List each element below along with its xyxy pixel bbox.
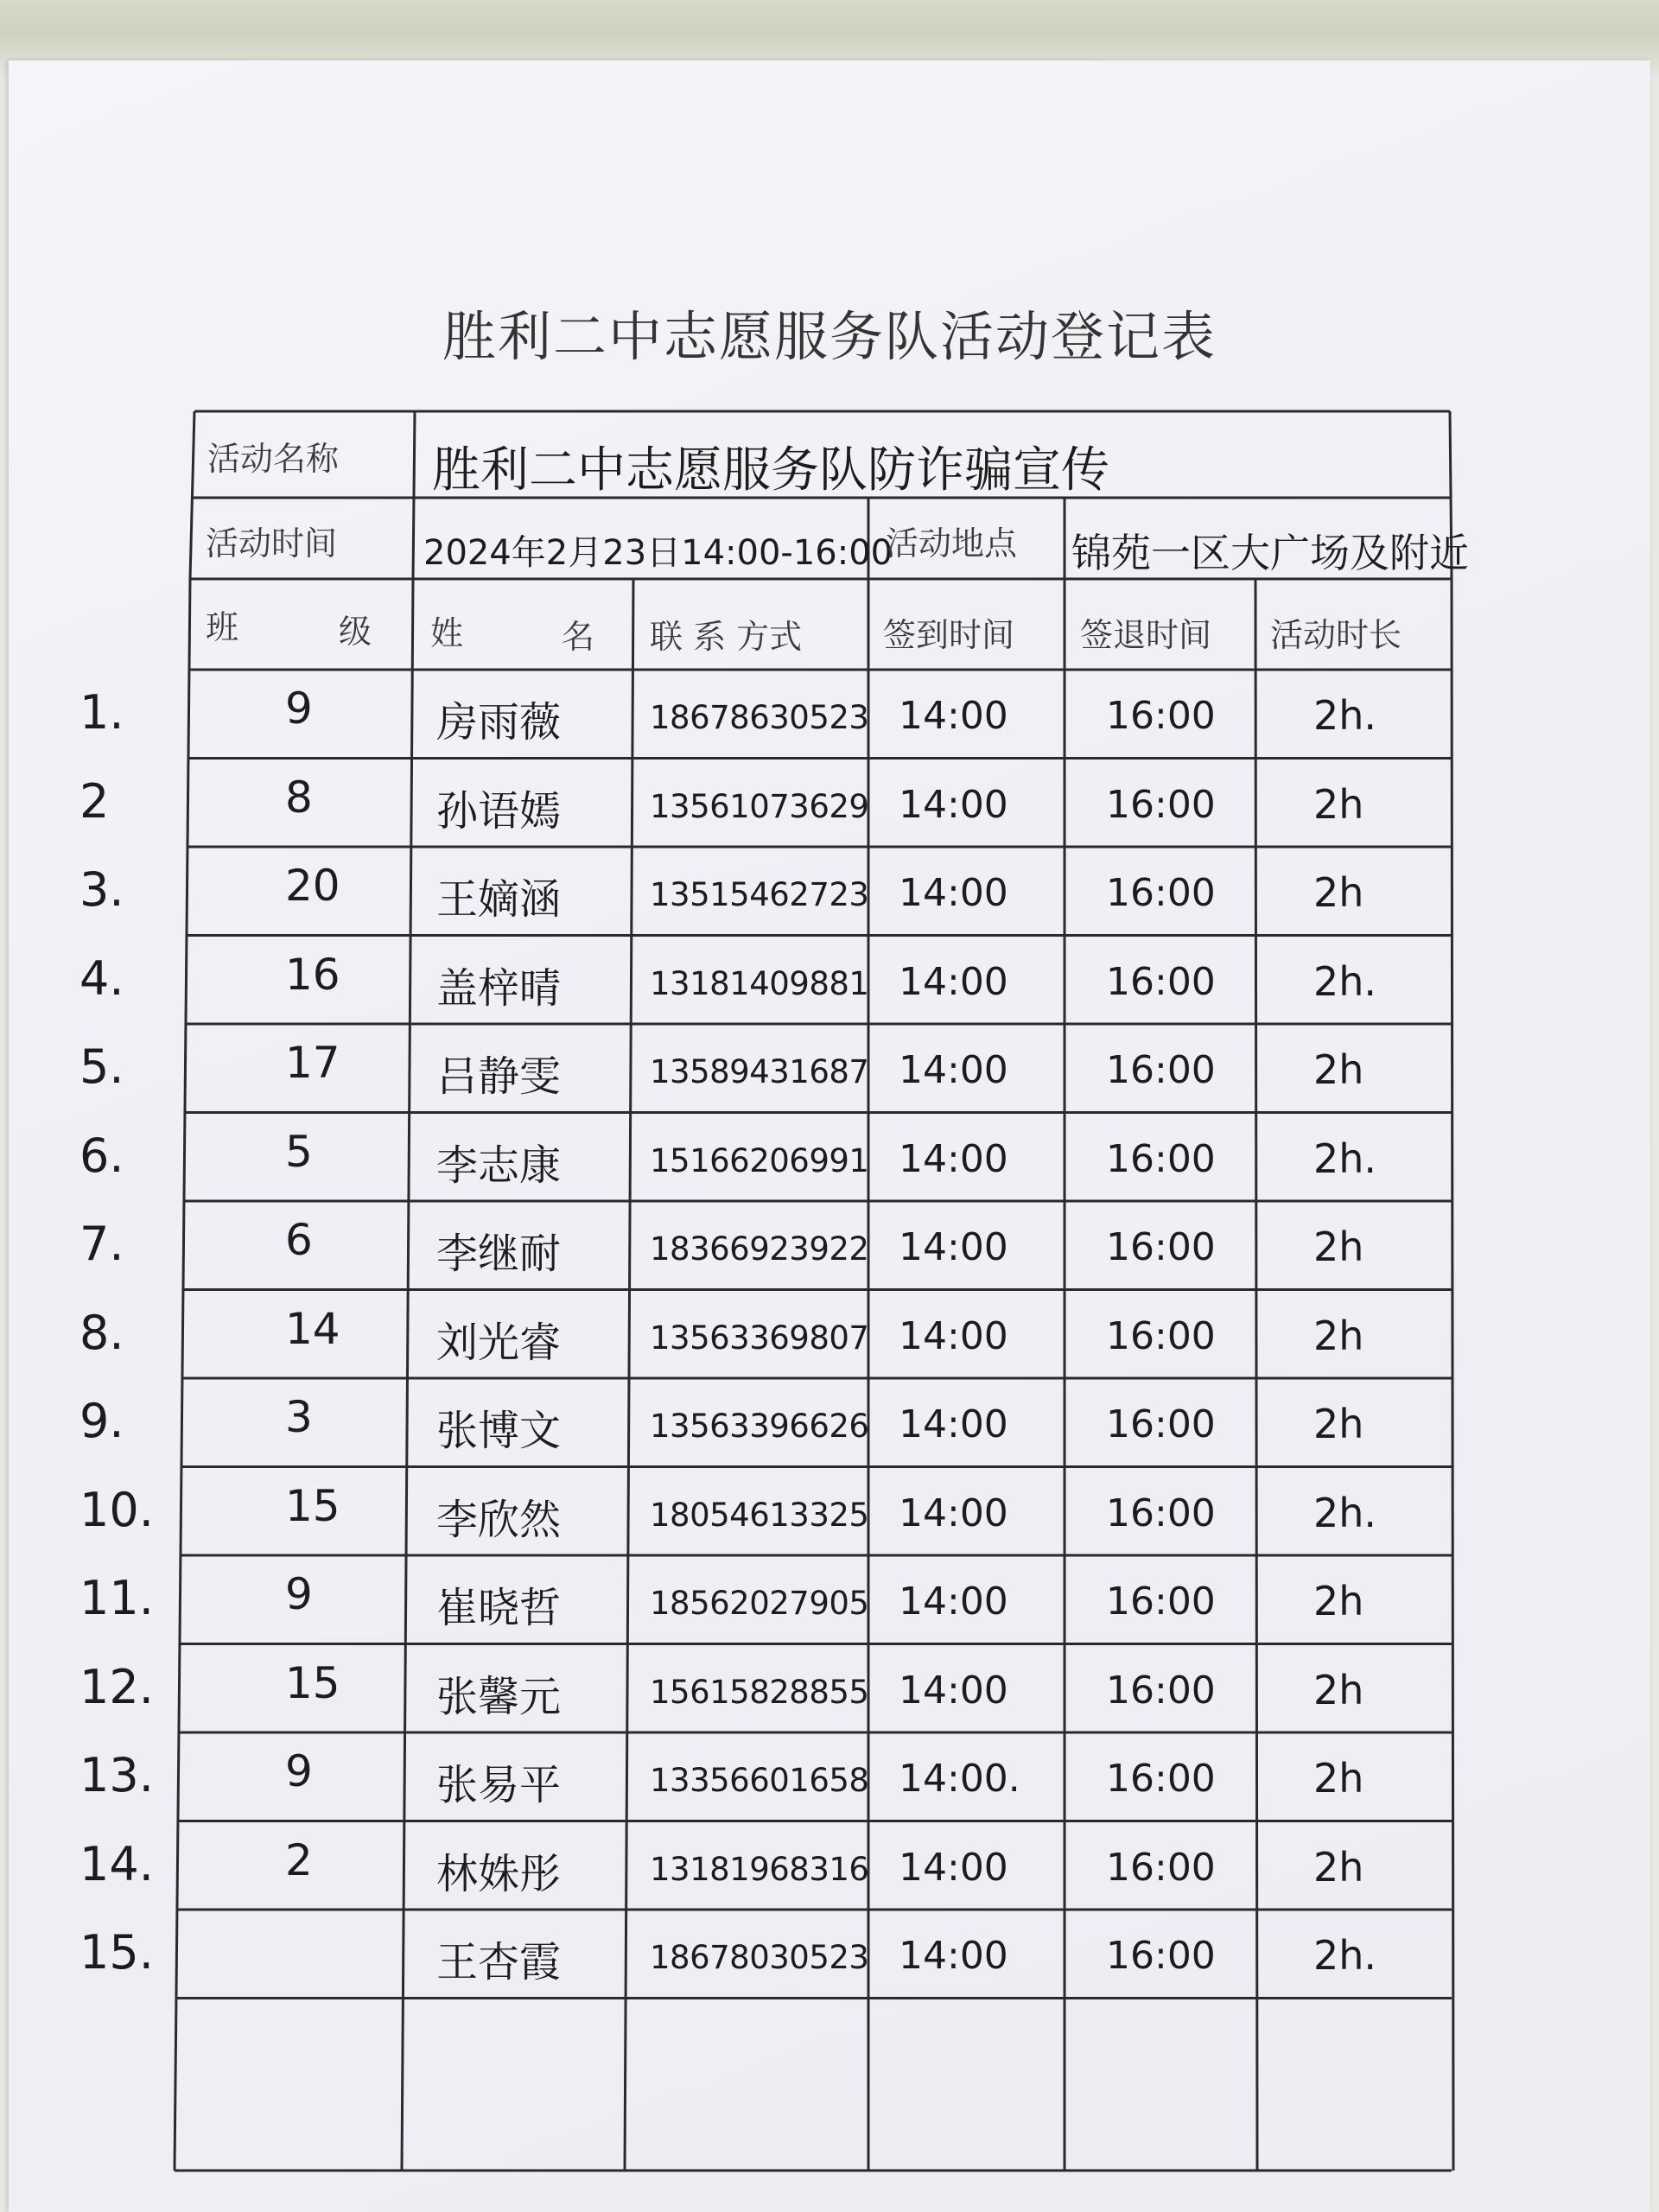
cell-phone: 13563396626 bbox=[650, 1408, 869, 1445]
cell-sign-out: 16:00 bbox=[1106, 782, 1216, 827]
header-sign-in: 签到时间 bbox=[883, 616, 1015, 654]
cell-sign-in: 14:00 bbox=[899, 1225, 1008, 1269]
cell-name: 王杏霞 bbox=[436, 1938, 562, 1986]
row-number: 11. bbox=[79, 1571, 154, 1625]
header-class-ji: 级 bbox=[339, 613, 372, 651]
cell-class: 3 bbox=[285, 1392, 313, 1442]
cell-sign-in: 14:00. bbox=[899, 1757, 1020, 1801]
cell-class: 17 bbox=[285, 1038, 340, 1088]
grid-line bbox=[625, 579, 633, 2171]
row-number: 4. bbox=[79, 950, 124, 1006]
cell-sign-in: 14:00 bbox=[899, 959, 1008, 1004]
cell-phone: 13181409881 bbox=[650, 964, 869, 1002]
activity-location-value: 锦苑一区大广场及附近 bbox=[1071, 530, 1469, 576]
cell-duration: 2h bbox=[1313, 1401, 1364, 1447]
cell-phone: 15615828855 bbox=[650, 1673, 869, 1711]
cell-sign-in: 14:00 bbox=[899, 871, 1008, 915]
grid-line bbox=[190, 411, 194, 579]
cell-class: 2 bbox=[285, 1834, 313, 1885]
cell-name: 王嫡涵 bbox=[436, 875, 562, 924]
cell-phone: 13356601658 bbox=[650, 1762, 869, 1799]
form-title: 胜利二中志愿服务队活动登记表 bbox=[442, 305, 1217, 368]
row-number: 8. bbox=[79, 1305, 124, 1360]
cell-duration: 2h bbox=[1313, 1046, 1364, 1093]
cell-name: 孙语嫣 bbox=[436, 786, 562, 836]
cell-class: 20 bbox=[285, 861, 340, 911]
cell-name: 李欣然 bbox=[436, 1495, 562, 1544]
cell-duration: 2h. bbox=[1313, 692, 1377, 739]
cell-phone: 18054613325 bbox=[650, 1496, 869, 1534]
cell-name: 林姝彤 bbox=[436, 1849, 562, 1898]
row-number: 12. bbox=[79, 1659, 154, 1714]
cell-duration: 2h. bbox=[1313, 1135, 1377, 1182]
cell-duration: 2h bbox=[1313, 1755, 1364, 1802]
cell-phone: 13561073629 bbox=[650, 787, 869, 825]
header-name-ming: 名 bbox=[562, 618, 595, 656]
cell-sign-out: 16:00 bbox=[1106, 1313, 1216, 1358]
cell-class: 8 bbox=[285, 772, 313, 823]
cell-sign-in: 14:00 bbox=[899, 1580, 1008, 1624]
cell-name: 张博文 bbox=[436, 1407, 562, 1455]
activity-name-label: 活动名称 bbox=[207, 440, 340, 478]
row-number: 2 bbox=[79, 773, 110, 829]
activity-name-value: 胜利二中志愿服务队防诈骗宣传 bbox=[432, 442, 1109, 499]
cell-phone: 13515462723 bbox=[650, 876, 869, 913]
header-sign-out: 签退时间 bbox=[1080, 616, 1212, 654]
activity-location-label: 活动地点 bbox=[886, 524, 1018, 563]
cell-name: 李志康 bbox=[436, 1141, 562, 1190]
cell-duration: 2h bbox=[1313, 1224, 1364, 1270]
cell-sign-out: 16:00 bbox=[1106, 1845, 1216, 1890]
cell-class: 9 bbox=[285, 1569, 313, 1619]
cell-sign-in: 14:00 bbox=[899, 1402, 1008, 1446]
cell-class: 9 bbox=[285, 683, 313, 734]
row-number: 3. bbox=[79, 862, 124, 917]
cell-sign-in: 14:00 bbox=[899, 1668, 1008, 1713]
cell-sign-out: 16:00 bbox=[1106, 871, 1216, 915]
cell-class: 15 bbox=[285, 1480, 340, 1531]
cell-sign-in: 14:00 bbox=[899, 1845, 1008, 1890]
activity-time-label: 活动时间 bbox=[206, 524, 338, 563]
cell-name: 张易平 bbox=[436, 1761, 562, 1809]
cell-sign-out: 16:00 bbox=[1106, 1225, 1216, 1269]
header-name-xing: 姓 bbox=[430, 614, 464, 652]
cell-class: 5 bbox=[285, 1126, 313, 1177]
cell-duration: 2h bbox=[1313, 1578, 1364, 1624]
row-number: 1. bbox=[79, 685, 124, 740]
row-number: 9. bbox=[79, 1394, 124, 1448]
cell-phone: 18678030523 bbox=[650, 1939, 869, 1976]
row-number: 7. bbox=[79, 1217, 124, 1271]
cell-duration: 2h bbox=[1313, 1666, 1364, 1713]
cell-sign-in: 14:00 bbox=[899, 1048, 1008, 1092]
cell-sign-in: 14:00 bbox=[899, 1313, 1008, 1358]
cell-sign-out: 16:00 bbox=[1106, 1048, 1216, 1092]
cell-sign-out: 16:00 bbox=[1106, 1668, 1216, 1713]
grid-line bbox=[402, 579, 413, 2171]
cell-sign-in: 14:00 bbox=[899, 782, 1008, 827]
cell-duration: 2h bbox=[1313, 869, 1364, 916]
header-contact: 联 系 方式 bbox=[650, 618, 803, 656]
grid-line bbox=[1255, 579, 1257, 2171]
cell-name: 崔晓哲 bbox=[436, 1584, 562, 1632]
cell-phone: 18366923922 bbox=[650, 1230, 869, 1268]
cell-phone: 18678630523 bbox=[650, 699, 869, 736]
cell-duration: 2h. bbox=[1313, 1932, 1377, 1979]
cell-sign-out: 16:00 bbox=[1106, 1402, 1216, 1446]
cell-name: 房雨薇 bbox=[436, 698, 562, 747]
cell-class: 14 bbox=[285, 1303, 340, 1354]
row-number: 13. bbox=[79, 1748, 154, 1802]
cell-duration: 2h. bbox=[1313, 957, 1377, 1005]
row-number: 6. bbox=[79, 1128, 124, 1183]
cell-phone: 13181968316 bbox=[650, 1850, 869, 1888]
cell-duration: 2h bbox=[1313, 1312, 1364, 1359]
cell-name: 刘光睿 bbox=[436, 1318, 562, 1367]
cell-class: 15 bbox=[285, 1657, 340, 1708]
cell-sign-out: 16:00 bbox=[1106, 1491, 1216, 1535]
cell-name: 盖梓晴 bbox=[436, 963, 562, 1013]
row-number: 5. bbox=[79, 1039, 124, 1094]
cell-sign-in: 14:00 bbox=[899, 1136, 1008, 1181]
cell-sign-out: 16:00 bbox=[1106, 1580, 1216, 1624]
header-class-ban: 班 bbox=[206, 608, 239, 646]
cell-sign-in: 14:00 bbox=[899, 1934, 1008, 1978]
grid-line bbox=[413, 411, 415, 579]
cell-sign-out: 16:00 bbox=[1106, 1757, 1216, 1801]
cell-sign-out: 16:00 bbox=[1106, 1934, 1216, 1978]
cell-duration: 2h bbox=[1313, 1843, 1364, 1891]
grid-line bbox=[1452, 579, 1453, 2171]
cell-class: 16 bbox=[285, 949, 340, 1000]
cell-sign-in: 14:00 bbox=[899, 1491, 1008, 1535]
cell-name: 吕静雯 bbox=[436, 1052, 562, 1101]
cell-class: 6 bbox=[285, 1215, 313, 1265]
row-number: 15. bbox=[79, 1925, 154, 1980]
cell-class: 9 bbox=[285, 1746, 313, 1796]
cell-name: 张馨元 bbox=[436, 1672, 562, 1721]
cell-sign-out: 16:00 bbox=[1106, 694, 1216, 738]
cell-sign-out: 16:00 bbox=[1106, 959, 1216, 1004]
row-number: 14. bbox=[79, 1836, 154, 1891]
cell-name: 李继耐 bbox=[436, 1230, 562, 1278]
cell-phone: 18562027905 bbox=[650, 1585, 869, 1622]
cell-sign-out: 16:00 bbox=[1106, 1136, 1216, 1181]
cell-phone: 13563369807 bbox=[650, 1319, 869, 1357]
grid-line bbox=[175, 579, 190, 2171]
cell-duration: 2h. bbox=[1313, 1489, 1377, 1536]
header-duration: 活动时长 bbox=[1270, 616, 1402, 654]
cell-sign-in: 14:00 bbox=[899, 694, 1008, 738]
cell-phone: 15166206991 bbox=[650, 1141, 869, 1179]
activity-time-value: 2024年2月23日14:00-16:00 bbox=[423, 533, 893, 573]
cell-phone: 13589431687 bbox=[650, 1053, 869, 1090]
cell-duration: 2h bbox=[1313, 780, 1364, 828]
row-number: 10. bbox=[79, 1482, 154, 1537]
